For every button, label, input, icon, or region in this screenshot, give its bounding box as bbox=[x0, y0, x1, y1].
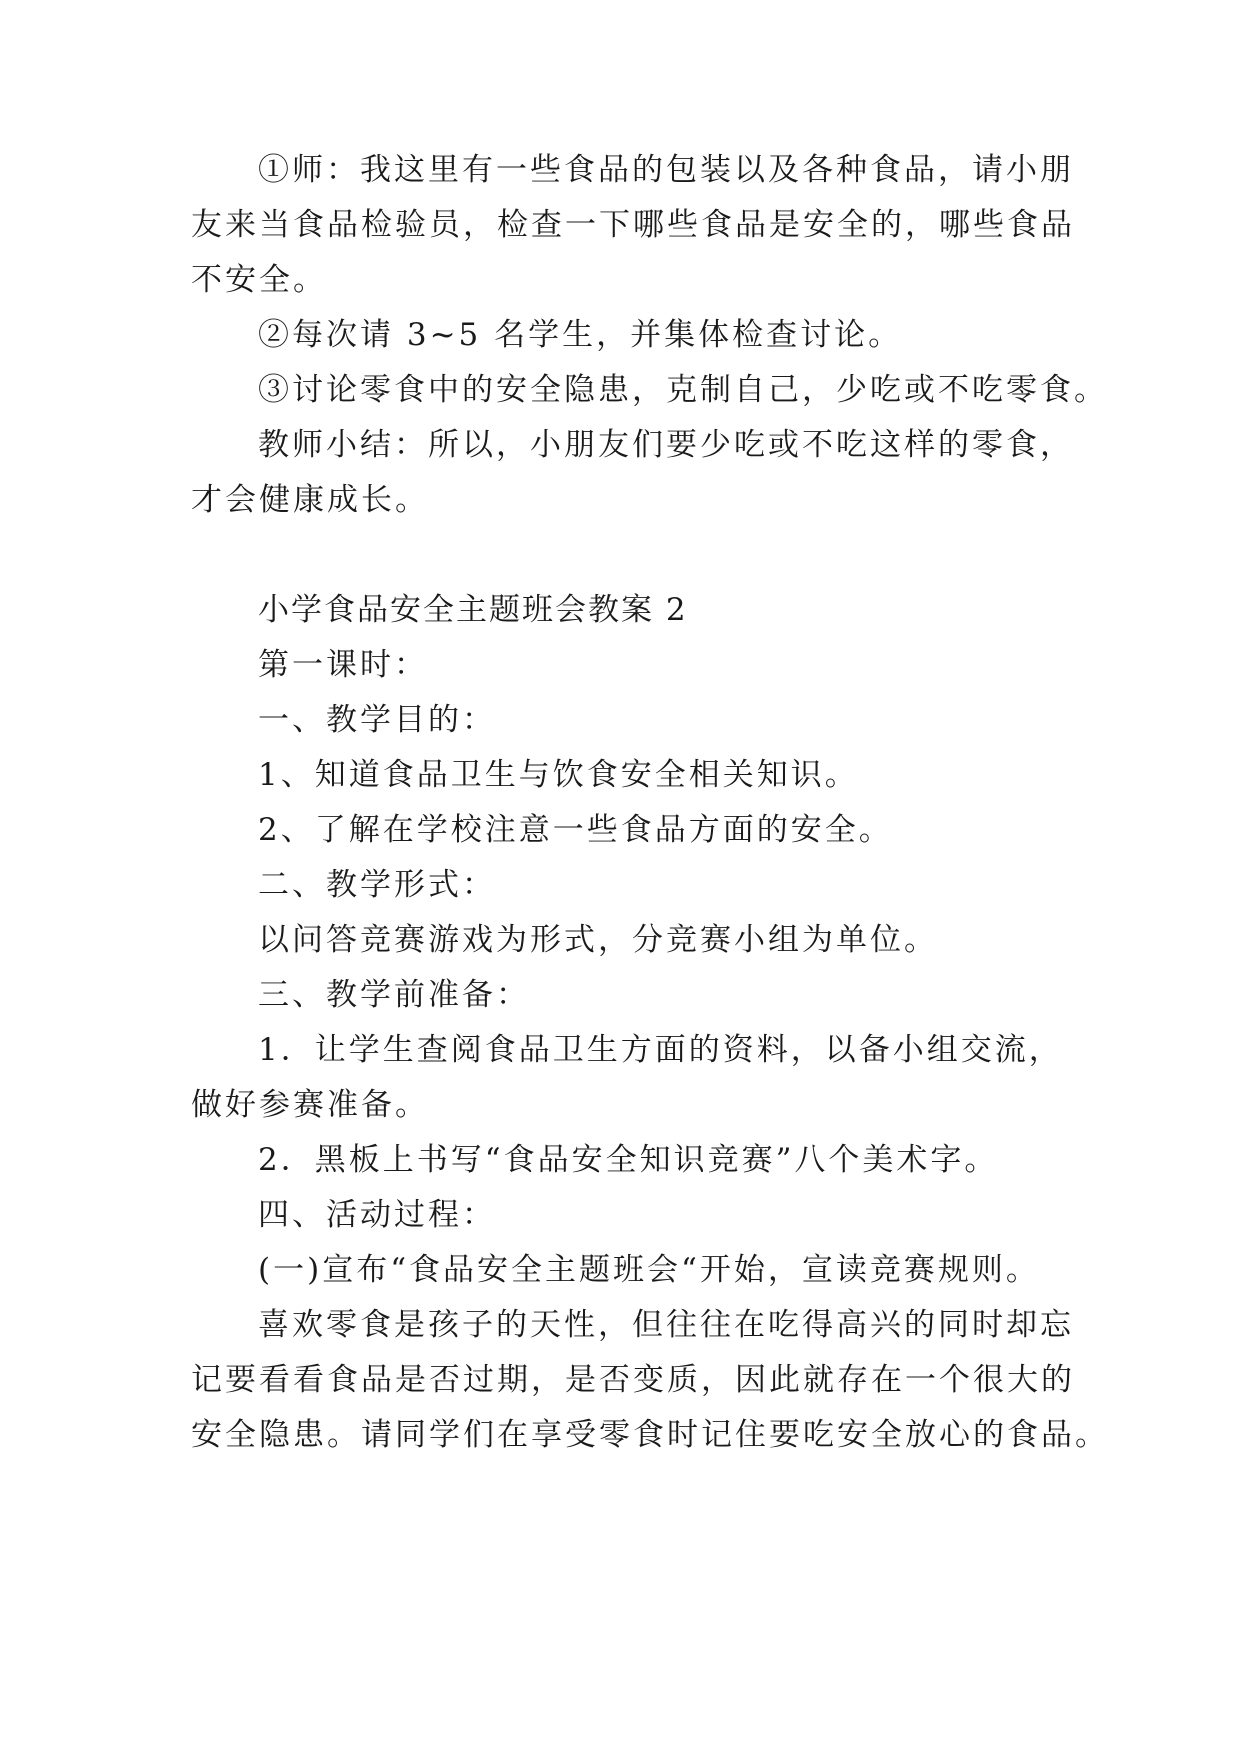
list-item: 2、了解在学校注意一些食品方面的安全。 bbox=[258, 812, 893, 848]
heading-line: 第一课时： bbox=[258, 647, 428, 683]
paragraph-line: 友来当食品检验员，检查一下哪些食品是安全的，哪些食品 bbox=[191, 207, 1075, 243]
paragraph-line: ③讨论零食中的安全隐患，克制自己，少吃或不吃零食。 bbox=[258, 372, 1108, 408]
heading-line: 一、教学目的： bbox=[258, 702, 496, 738]
paragraph-line: ①师：我这里有一些食品的包装以及各种食品，请小朋 bbox=[258, 152, 1074, 188]
list-item: 2．黑板上书写“食品安全知识竞赛”八个美术字。 bbox=[258, 1142, 999, 1178]
paragraph-line: ②每次请 3~5 名学生，并集体检查讨论。 bbox=[258, 317, 903, 353]
heading-line: 四、活动过程： bbox=[258, 1197, 496, 1233]
paragraph-line: 以问答竞赛游戏为形式，分竞赛小组为单位。 bbox=[258, 922, 938, 958]
section-title: 小学食品安全主题班会教案 2 bbox=[258, 592, 688, 628]
heading-line: 三、教学前准备： bbox=[258, 977, 530, 1013]
paragraph-line: 记要看看食品是否过期，是否变质，因此就存在一个很大的 bbox=[191, 1362, 1075, 1398]
list-item: 1．让学生查阅食品卫生方面的资料，以备小组交流， bbox=[258, 1032, 1063, 1068]
paragraph-line: 做好参赛准备。 bbox=[191, 1087, 429, 1123]
paragraph-line: 喜欢零食是孩子的天性，但往往在吃得高兴的同时却忘 bbox=[258, 1307, 1074, 1343]
paragraph-line: 才会健康成长。 bbox=[191, 482, 429, 518]
paragraph-line: 安全隐患。请同学们在享受零食时记住要吃安全放心的食品。 bbox=[191, 1417, 1109, 1453]
paragraph-line: (一)宣布“食品安全主题班会“开始，宣读竞赛规则。 bbox=[258, 1252, 1040, 1288]
heading-line: 二、教学形式： bbox=[258, 867, 496, 903]
paragraph-line: 不安全。 bbox=[191, 262, 327, 298]
paragraph-line: 教师小结：所以，小朋友们要少吃或不吃这样的零食， bbox=[258, 427, 1074, 463]
list-item: 1、知道食品卫生与饮食安全相关知识。 bbox=[258, 757, 859, 793]
